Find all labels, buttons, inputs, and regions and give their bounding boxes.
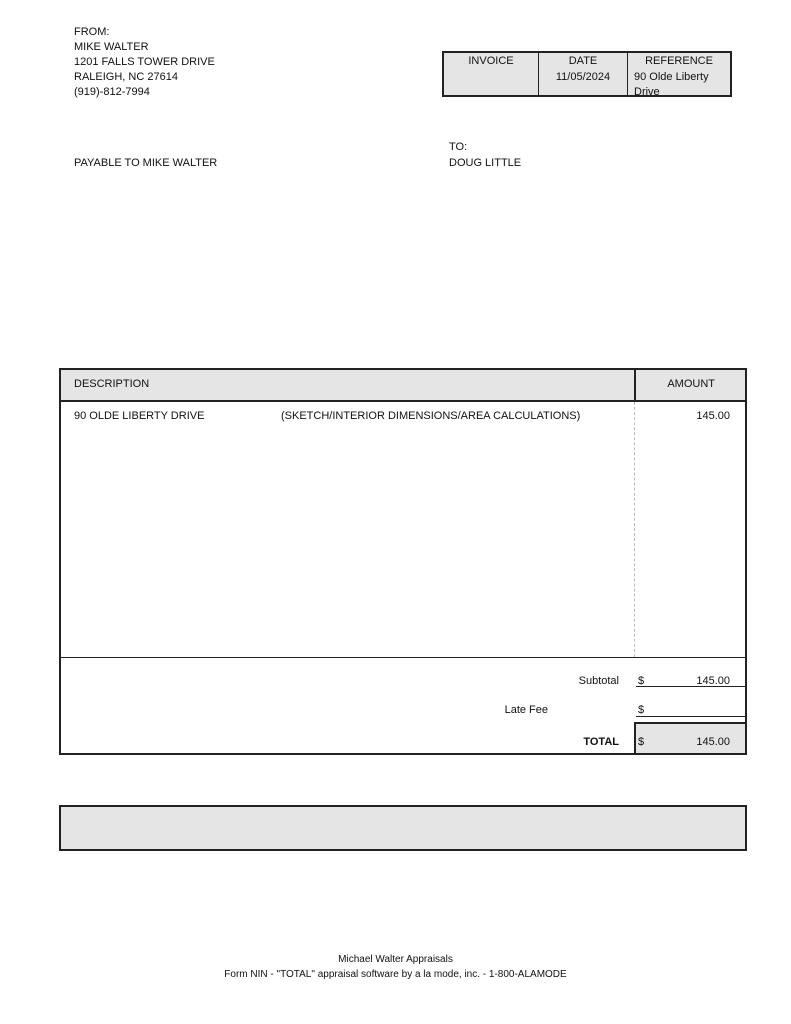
totals-divider	[61, 657, 745, 658]
total-currency: $	[638, 736, 645, 748]
late-fee-currency: $	[638, 704, 645, 716]
notes-box	[59, 805, 747, 851]
late-fee-label: Late Fee	[504, 704, 548, 716]
sender-block	[74, 25, 215, 100]
recipient-name: DOUG LITTLE	[449, 157, 522, 169]
date-cell	[539, 53, 628, 95]
line-item-amount: 145.00	[696, 410, 730, 422]
invoice-cell	[444, 53, 539, 95]
to-label: TO:	[449, 141, 468, 153]
total-label: TOTAL	[583, 736, 619, 748]
from-label: FROM:	[74, 26, 110, 38]
subtotal-value: 145.00	[696, 675, 730, 687]
sender-name: MIKE WALTER	[74, 41, 149, 53]
footer-software-credit: Form NIN - "TOTAL" appraisal software by a la mode, inc. - 1-800-ALAMODE	[224, 969, 567, 980]
amount-header: AMOUNT	[667, 378, 715, 390]
description-header: DESCRIPTION	[74, 378, 150, 390]
total-value: 145.00	[696, 736, 730, 748]
footer-company: Michael Walter Appraisals	[338, 954, 453, 965]
subtotal-underline	[636, 686, 745, 687]
payable-to: PAYABLE TO MIKE WALTER	[74, 157, 218, 169]
reference-cell	[628, 53, 730, 98]
line-item-description: 90 OLDE LIBERTY DRIVE	[74, 410, 205, 422]
invoice-date: 11/05/2024	[555, 71, 611, 83]
reference-header: REFERENCE	[645, 55, 713, 67]
subtotal-label: Subtotal	[578, 675, 619, 687]
subtotal-currency: $	[638, 675, 645, 687]
sender-phone: (919)-812-7994	[74, 86, 150, 98]
sender-address-line2: RALEIGH, NC 27614	[74, 71, 178, 83]
late-fee-underline	[636, 716, 745, 717]
line-item-detail: (SKETCH/INTERIOR DIMENSIONS/AREA CALCULATIONS)	[281, 410, 581, 422]
invoice-reference-table	[442, 51, 732, 97]
sender-address-line1: 1201 FALLS TOWER DRIVE	[74, 56, 215, 68]
date-header: DATE	[568, 55, 598, 67]
line-items-table	[59, 368, 747, 755]
table-header	[61, 370, 745, 402]
amount-column-divider	[634, 402, 635, 657]
column-divider	[634, 370, 636, 400]
invoice-header: INVOICE	[468, 55, 514, 67]
reference-value: 90 Olde Liberty Drive	[634, 71, 709, 98]
